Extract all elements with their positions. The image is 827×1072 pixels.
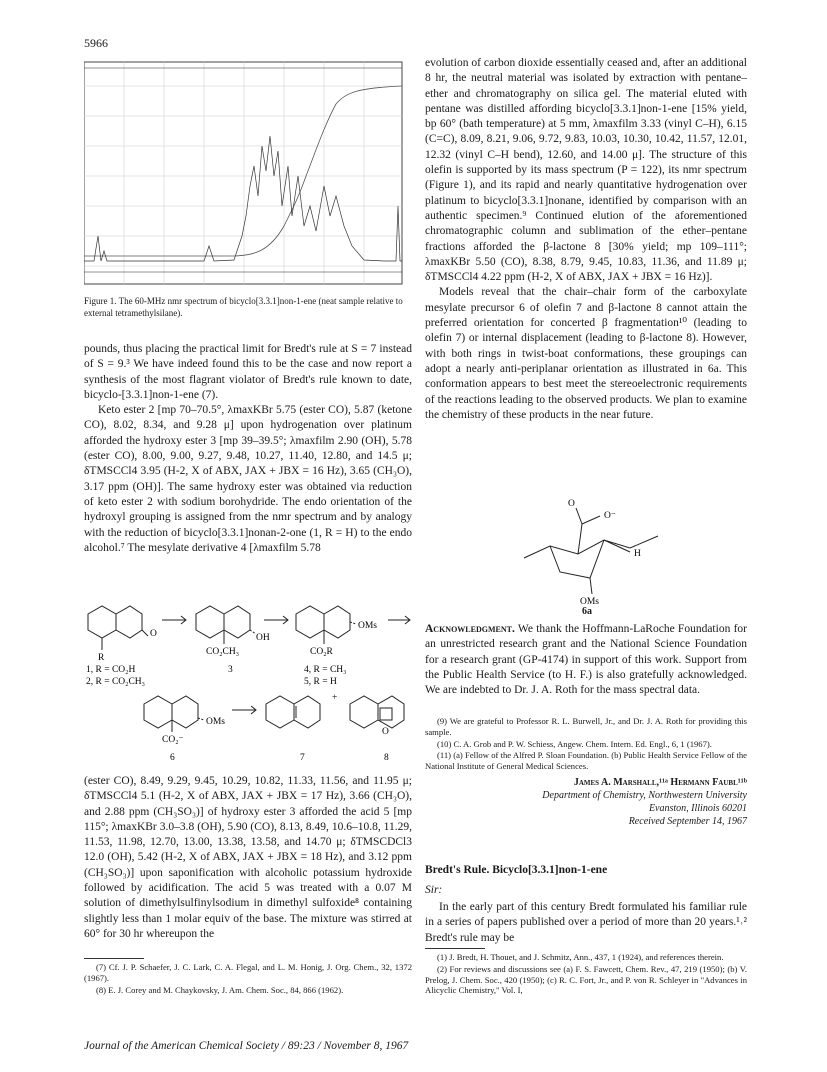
- salutation: Sir:: [425, 884, 443, 896]
- right-footnotes: [425, 716, 747, 773]
- footnote-1: (1) J. Bredt, H. Thouet, and J. Schmitz, Ann., 437, 1 (1924), and references therein.: [437, 952, 724, 962]
- left-para-3: (ester CO), 8.49, 9.29, 9.45, 10.29, 10.82, 11.33, 11.56, and 11.95 μ; δTMSCCl4 5.1 (H-2, X of ABX, JAX + JBX = 17 Hz), 3.66 (CH₃O), and 2.88 ppm (CH₃SO₃)] of hydroxy ester 3 afforded the acid 5 [mp 115°; λmaxKBr 3.0–3.8 (OH), 5.90 (CO), 8.13, 8.49, 10.6–10.8, 11.29, 11.53, 11.98, 12.70, 13.00, 13.38, 13.58, and 14.70 μ; δTMSCDCl3 12.0 (OH), 5.42 (H-2, X of ABX, JAX + JBX = 18 Hz), and 3.12 ppm (CH₃SO₃)] upon saponification with alcoholic potassium hydroxide followed by acidification. The acid 5 was treated with a 0.07 M solution of dimethylsulfinylsodium in dimethyl sulfoxide⁸ containing slightly less than 1 molar equiv of the base. The mixture was stirred at 60° for 30 hr whereupon the: [84, 775, 412, 940]
- left-footnotes: [84, 962, 412, 996]
- footnote-7: (7) Cf. J. P. Schaefer, J. C. Lark, C. A. Flegal, and L. M. Honig, J. Org. Chem., 32, 1372 (1967).: [84, 962, 412, 983]
- c4-label-a: 4, R = CH₃: [304, 665, 347, 675]
- c8-label: 8: [384, 753, 389, 763]
- c4-oms: OMs: [358, 621, 378, 631]
- structure-6a: [520, 496, 690, 606]
- footnote-2: (2) For reviews and discussions see (a) F. S. Fawcett, Chem. Rev., 47, 219 (1950); (b) V. Prelog, J. Chem. Soc., 420 (1950); (c) R. C. Fort, Jr., and P. von R. Schleyer in "Advances in Alicyclic Chemistry," Vol. I,: [425, 963, 747, 996]
- c8-o: O: [382, 727, 389, 737]
- fig6a-h: H: [634, 549, 641, 559]
- department: Department of Chemistry, Northwestern University: [542, 790, 747, 801]
- c6-label: 6: [170, 753, 175, 763]
- c4-sub: CO₂R: [310, 647, 333, 657]
- footnote-10: (10) C. A. Grob and P. W. Schiess, Angew. Chem. Intern. Ed. Engl., 6, 1 (1967).: [437, 738, 712, 749]
- author-names: James A. Marshall,¹¹ᵃ Hermann Faubl¹¹ᵇ: [573, 777, 747, 788]
- footnote-9: (9) We are grateful to Professor R. L. Burwell, Jr., and Dr. J. A. Roth for providing this sample.: [425, 716, 747, 737]
- footnote-rule-left: [84, 958, 144, 959]
- article2: [425, 864, 747, 946]
- c3-label: 3: [228, 665, 233, 675]
- left-column-continued: [84, 774, 412, 942]
- c1-sub: R: [98, 653, 105, 663]
- right-para-2: Models reveal that the chair–chair form of the carboxylate mesylate precursor 6 of olefin 7 and β-lactone 8 cannot attain the preferred orientation for concerted β fragmentation¹⁰ (leading to olefin 7) or internal displacement (leading to β-lactone 8). However, with both rings in twist-boat conformations, these groupings can adopt a nearly anti-periplanar orientation as illustrated in 6a. This conformation appears to best meet the stereoelectronic requirements of the reactions leading to the observed products. We plan to examine the chemistry of these products in the near future.: [425, 286, 747, 421]
- ack-text: We thank the Hoffmann-LaRoche Foundation for an unrestricted research grant and the National Science Foundation for a research grant (GP-4174) in support of this work. Support from the Public Health Service (to H. F.) is also gratefully acknowledged. We are indebted to Dr. J. A. Roth for the mass spectral data.: [425, 623, 747, 697]
- left-para-2: Keto ester 2 [mp 70–70.5°, λmaxKBr 5.75 (ester CO), 5.87 (ketone CO), 8.02, 8.34, and 9.28 μ] upon hydrogenation over platinum afforded the hydroxy ester 3 [mp 39–39.5°; λmaxfilm 2.90 (OH), 5.78 (ester CO), 8.00, 9.00, 9.27, 9.48, 10.27, 11.40, 12.80, and 14.5 μ; δTMSCCl4 3.95 (H-2, X of ABX, JAX + JBX = 16 Hz), 3.65 (CH₃O), 3.17 ppm (OH)]. The same hydroxy ester was obtained via reduction of keto ester 2 with sodium borohydride. The endo orientation of the hydroxyl grouping is assigned from the nmr spectrum and by analogy with the reduction of bicyclo[3.3.1]nonan-2-one (1, R = H) to the endo alcohol.⁷ The mesylate derivative 4 [λmaxfilm 5.78: [84, 404, 412, 554]
- footnote-8: (8) E. J. Corey and M. Chaykovsky, J. Am. Chem. Soc., 84, 866 (1962).: [96, 984, 344, 995]
- nmr-spectrum-figure: [84, 56, 404, 292]
- article2-footnotes: [425, 952, 747, 997]
- article2-title: Bredt's Rule. Bicyclo[3.3.1]non-1-ene: [425, 864, 608, 876]
- c3-oh: OH: [256, 633, 270, 643]
- c7-label: 7: [300, 753, 305, 763]
- c1-label-a: 1, R = CO₂H: [86, 665, 136, 675]
- figure1-caption: Figure 1. The 60-MHz nmr spectrum of bicyclo[3.3.1]non-1-ene (neat sample relative to external tetramethylsilane).: [84, 296, 403, 318]
- c6-sub: CO₂⁻: [162, 735, 184, 745]
- left-column: [84, 342, 412, 556]
- ack-head: Acknowledgment.: [425, 623, 515, 635]
- reaction-scheme: [84, 600, 414, 770]
- footnote-11: (11) (a) Fellow of the Alfred P. Sloan Foundation. (b) Public Health Service Fellow of the National Institute of General Medical Sciences.: [425, 750, 747, 772]
- signature-block: [425, 776, 747, 828]
- fig6a-o: O: [568, 499, 575, 509]
- fig6a-o-minus: O⁻: [604, 511, 616, 521]
- page-number: 5966: [84, 36, 108, 50]
- c4-label-b: 5, R = H: [304, 677, 337, 687]
- plus-sign: +: [332, 693, 338, 703]
- journal-footer: Journal of the American Chemical Society / 89:23 / November 8, 1967: [84, 1040, 409, 1052]
- fig6a-oms: OMs: [580, 597, 600, 606]
- c1-label-b: 2, R = CO₂CH₃: [86, 677, 145, 687]
- received-date: Received September 14, 1967: [628, 816, 747, 827]
- fig6a-label: 6a: [582, 606, 592, 617]
- acknowledgment: [425, 622, 747, 698]
- article2-para: In the early part of this century Bredt formulated his familiar rule in a series of papers published over a period of more than 20 years.¹˒² Bredt's rule may be: [425, 901, 747, 944]
- left-para-1: pounds, thus placing the practical limit for Bredt's rule at S = 7 instead of S = 9.³ We have indeed found this to be the case and now report a synthesis of the most flagrant violator of Bredt's rule known to date, bicyclo-[3.3.1]non-1-ene (7).: [84, 343, 412, 401]
- c3-sub: CO₂CH₃: [206, 647, 240, 657]
- right-column: [425, 56, 747, 423]
- right-para-1: evolution of carbon dioxide essentially ceased and, after an additional 8 hr, the neutral material was isolated by extraction with pentane–ether and chromatography on silica gel. The material eluted with pentane was distilled affording bicyclo[3.3.1]non-1-ene [15% yield, bp 60° (bath temperature) at 5 mm, λmaxfilm 3.33 (vinyl C–H), 6.15 (C=C), 8.09, 8.21, 9.06, 9.72, 9.83, 10.03, 10.30, 10.42, 11.57, 12.01, 12.32 (vinyl C–H bend), 12.60, and 14.00 μ]. The structure of this olefin is supported by its mass spectrum (P = 122), its nmr spectrum (Figure 1), and its rapid and nearly quantitative hydrogenation over platinum to bicyclo[3.3.1]nonane, identified by comparison with an authentic specimen.⁹ Continued elution of the aforementioned chromatographic column and sublimation of the ether–pentane fractions afforded the β-lactone 8 [30% yield; mp 109–111°; λmaxKBr 5.50 (CO), 8.38, 8.79, 9.45, 10.83, 11.36, and 11.89 μ; δTMSCCl4 4.22 ppm (H-2, X of ABX, JAX + JBX = 16 Hz)].: [425, 57, 747, 284]
- c6-oms: OMs: [206, 717, 226, 727]
- city: Evanston, Illinois 60201: [648, 803, 747, 814]
- footnote-rule-right: [425, 948, 485, 949]
- c1-o: O: [150, 629, 157, 639]
